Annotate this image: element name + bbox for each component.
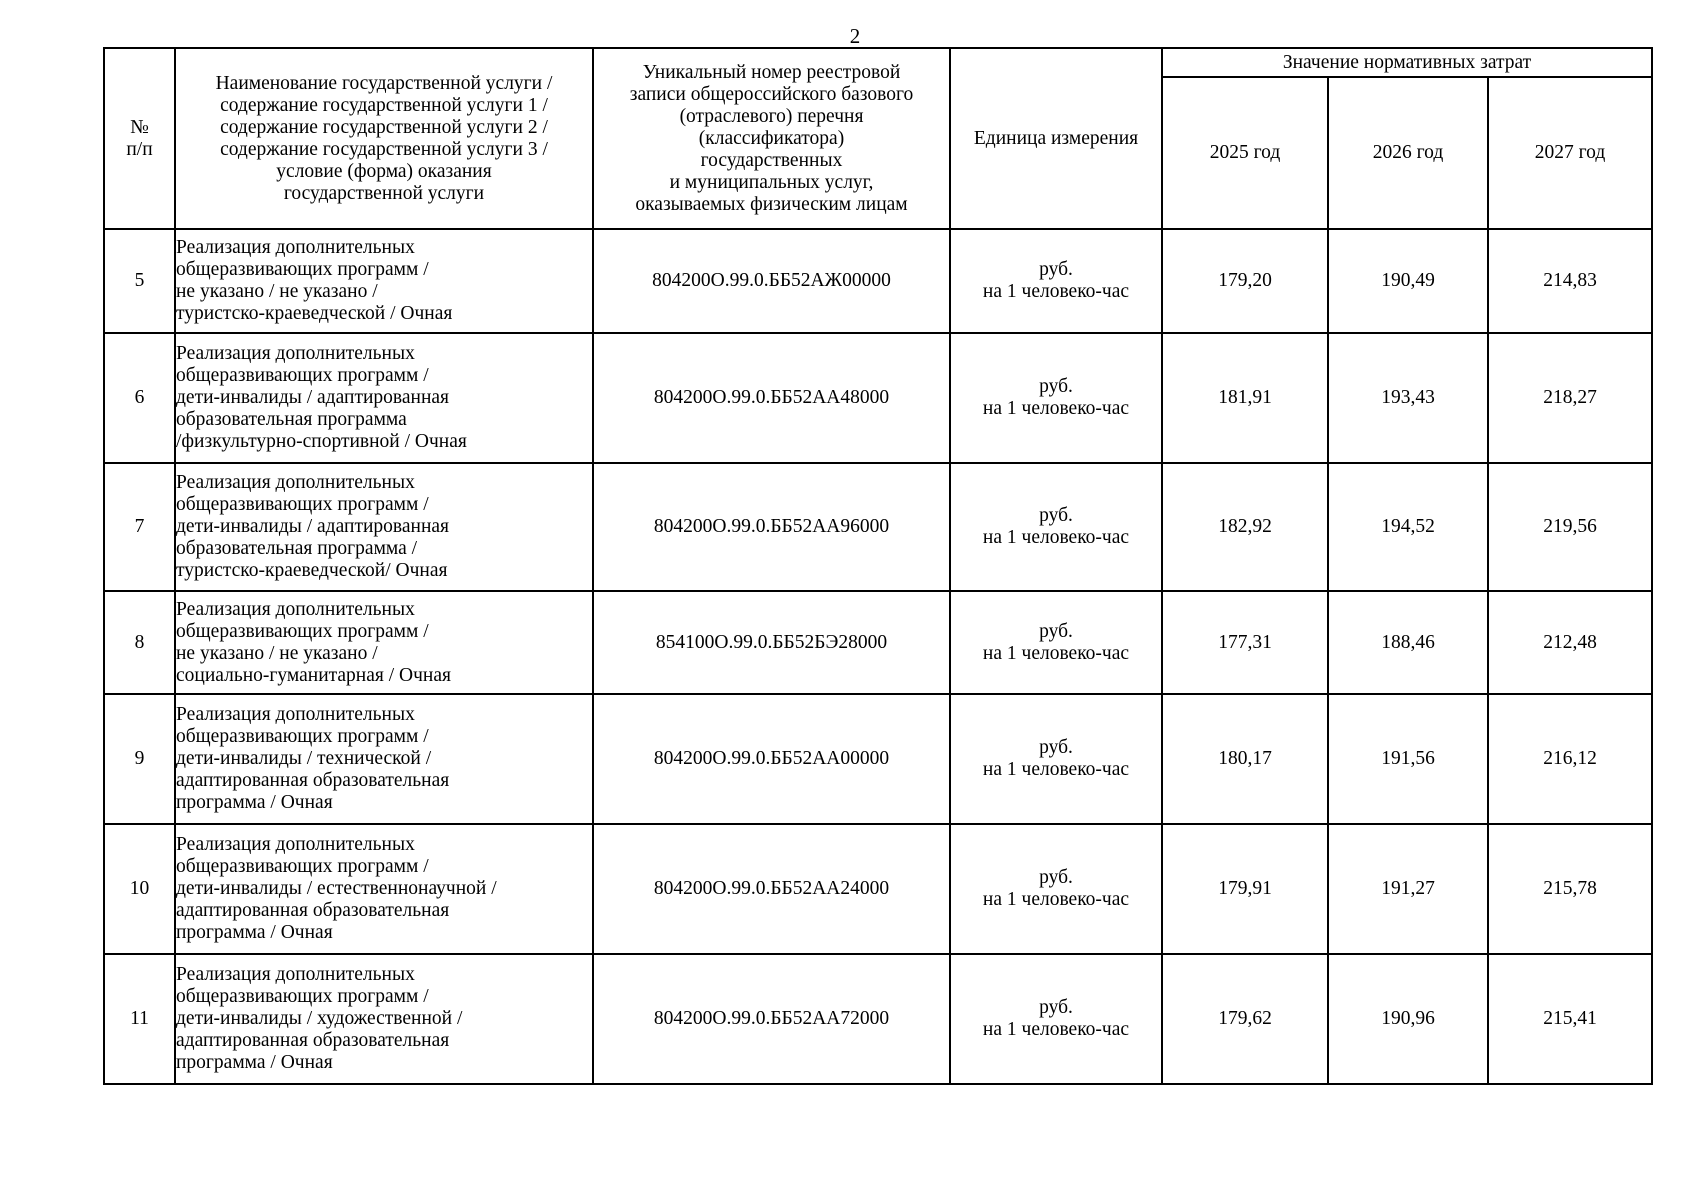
registry-code: 804200О.99.0.ББ52АА96000 bbox=[593, 463, 950, 591]
value-2026: 191,56 bbox=[1328, 694, 1488, 824]
header-line: (классификатора) bbox=[698, 127, 845, 149]
normative-costs-table bbox=[103, 47, 1653, 1085]
service-name-line: туристско-краеведческой / Очная bbox=[176, 303, 453, 324]
registry-code: 854100О.99.0.ББ52БЭ28000 bbox=[593, 591, 950, 694]
value-2027: 219,56 bbox=[1488, 463, 1652, 591]
value-2027: 214,83 bbox=[1488, 229, 1652, 333]
value-2027: 218,27 bbox=[1488, 333, 1652, 463]
page-number: 2 bbox=[849, 24, 861, 48]
header-number-line: п/п bbox=[126, 138, 153, 160]
header-line: и муниципальных услуг, bbox=[669, 171, 874, 193]
unit-basis: на 1 человеко-час bbox=[982, 889, 1130, 910]
service-name-line: Реализация дополнительных bbox=[176, 343, 415, 364]
row-number: 9 bbox=[104, 694, 175, 824]
header-line: содержание государственной услуги 2 / bbox=[220, 116, 548, 138]
service-name bbox=[175, 333, 593, 463]
header-service-name bbox=[175, 48, 593, 229]
header-line: содержание государственной услуги 1 / bbox=[220, 94, 548, 116]
unit-cell bbox=[950, 694, 1162, 824]
value-2025: 180,17 bbox=[1162, 694, 1328, 824]
row-number: 5 bbox=[104, 229, 175, 333]
service-name bbox=[175, 694, 593, 824]
unit-cell bbox=[950, 229, 1162, 333]
value-2025: 177,31 bbox=[1162, 591, 1328, 694]
row-number: 8 bbox=[104, 591, 175, 694]
service-name bbox=[175, 591, 593, 694]
service-name-line: дети-инвалиды / художественной / bbox=[176, 1008, 463, 1029]
service-name-line: Реализация дополнительных bbox=[176, 598, 415, 620]
service-name-line: общеразвивающих программ / bbox=[176, 259, 429, 280]
header-number-line: № bbox=[130, 116, 149, 138]
service-name-line: программа / Очная bbox=[176, 922, 333, 943]
service-name-line: общеразвивающих программ / bbox=[176, 365, 429, 386]
unit-basis: на 1 человеко-час bbox=[982, 281, 1130, 302]
unit-cell bbox=[950, 463, 1162, 591]
value-2026: 194,52 bbox=[1328, 463, 1488, 591]
registry-code: 804200О.99.0.ББ52АА24000 bbox=[593, 824, 950, 954]
service-name-line: общеразвивающих программ / bbox=[176, 726, 429, 747]
header-year-2027: 2027 год bbox=[1488, 77, 1652, 229]
registry-code: 804200О.99.0.ББ52АА72000 bbox=[593, 954, 950, 1084]
header-unit: Единица измерения bbox=[950, 48, 1162, 229]
unit-currency: руб. bbox=[1039, 997, 1073, 1018]
service-name-line: общеразвивающих программ / bbox=[176, 986, 429, 1007]
unit-basis: на 1 человеко-час bbox=[982, 1019, 1130, 1040]
service-name-line: программа / Очная bbox=[176, 1052, 333, 1073]
unit-cell bbox=[950, 591, 1162, 694]
service-name-line: дети-инвалиды / естественнонаучной / bbox=[176, 878, 497, 899]
service-name-line: программа / Очная bbox=[176, 792, 333, 813]
service-name bbox=[175, 463, 593, 591]
value-2026: 190,49 bbox=[1328, 229, 1488, 333]
unit-basis: на 1 человеко-час bbox=[982, 759, 1130, 780]
service-name-line: адаптированная образовательная bbox=[176, 1030, 450, 1051]
header-line: содержание государственной услуги 3 / bbox=[220, 138, 548, 160]
unit-currency: руб. bbox=[1039, 259, 1073, 280]
service-name-line: Реализация дополнительных bbox=[176, 472, 415, 493]
header-line: государственных bbox=[700, 149, 843, 171]
service-name-line: дети-инвалиды / адаптированная bbox=[176, 387, 449, 408]
header-line: Наименование государственной услуги / bbox=[215, 72, 553, 94]
value-2027: 215,41 bbox=[1488, 954, 1652, 1084]
service-name-line: общеразвивающих программ / bbox=[176, 856, 429, 877]
table-header bbox=[104, 48, 1652, 229]
service-name bbox=[175, 229, 593, 333]
table-row bbox=[104, 463, 1652, 591]
table-body bbox=[104, 229, 1652, 1084]
unit-basis: на 1 человеко-час bbox=[982, 527, 1130, 548]
row-number: 6 bbox=[104, 333, 175, 463]
unit-basis: на 1 человеко-час bbox=[982, 642, 1130, 664]
row-number: 11 bbox=[104, 954, 175, 1084]
service-name-line: Реализация дополнительных bbox=[176, 964, 415, 985]
service-name-line: Реализация дополнительных bbox=[176, 834, 415, 855]
value-2025: 182,92 bbox=[1162, 463, 1328, 591]
header-year-2025: 2025 год bbox=[1162, 77, 1328, 229]
service-name-line: не указано / не указано / bbox=[176, 281, 378, 302]
service-name-line: не указано / не указано / bbox=[176, 642, 378, 664]
header-line: Уникальный номер реестровой bbox=[642, 61, 901, 83]
service-name bbox=[175, 954, 593, 1084]
service-name-line: адаптированная образовательная bbox=[176, 770, 450, 791]
header-line: (отраслевого) перечня bbox=[679, 105, 864, 127]
row-number: 10 bbox=[104, 824, 175, 954]
service-name-line: дети-инвалиды / технической / bbox=[176, 748, 432, 769]
unit-currency: руб. bbox=[1039, 737, 1073, 758]
value-2025: 181,91 bbox=[1162, 333, 1328, 463]
row-number: 7 bbox=[104, 463, 175, 591]
unit-basis: на 1 человеко-час bbox=[982, 398, 1130, 419]
value-2027: 215,78 bbox=[1488, 824, 1652, 954]
service-name-line: образовательная программа / bbox=[176, 538, 418, 559]
service-name bbox=[175, 824, 593, 954]
value-2026: 188,46 bbox=[1328, 591, 1488, 694]
header-year-2026: 2026 год bbox=[1328, 77, 1488, 229]
value-2026: 191,27 bbox=[1328, 824, 1488, 954]
value-2027: 216,12 bbox=[1488, 694, 1652, 824]
table-row bbox=[104, 954, 1652, 1084]
value-2026: 190,96 bbox=[1328, 954, 1488, 1084]
unit-currency: руб. bbox=[1039, 620, 1073, 642]
service-name-line: социально-гуманитарная / Очная bbox=[176, 664, 451, 686]
header-number bbox=[104, 48, 175, 229]
table-row bbox=[104, 333, 1652, 463]
registry-code: 804200О.99.0.ББ52АА48000 bbox=[593, 333, 950, 463]
service-name-line: /физкультурно-спортивной / Очная bbox=[176, 431, 467, 452]
table-row bbox=[104, 694, 1652, 824]
header-line: государственной услуги bbox=[283, 182, 485, 204]
service-name-line: Реализация дополнительных bbox=[176, 704, 415, 725]
value-2027: 212,48 bbox=[1488, 591, 1652, 694]
header-row-top bbox=[104, 48, 1652, 77]
unit-currency: руб. bbox=[1039, 376, 1073, 397]
service-name-line: дети-инвалиды / адаптированная bbox=[176, 516, 449, 537]
value-2026: 193,43 bbox=[1328, 333, 1488, 463]
value-2025: 179,62 bbox=[1162, 954, 1328, 1084]
header-registry-number bbox=[593, 48, 950, 229]
unit-currency: руб. bbox=[1039, 867, 1073, 888]
service-name-line: общеразвивающих программ / bbox=[176, 494, 429, 515]
unit-cell bbox=[950, 954, 1162, 1084]
service-name-line: Реализация дополнительных bbox=[176, 237, 415, 258]
value-2025: 179,91 bbox=[1162, 824, 1328, 954]
table-row bbox=[104, 824, 1652, 954]
registry-code: 804200О.99.0.ББ52АА00000 bbox=[593, 694, 950, 824]
header-line: записи общероссийского базового bbox=[629, 83, 914, 105]
table-row bbox=[104, 229, 1652, 333]
service-name-line: туристско-краеведческой/ Очная bbox=[176, 560, 448, 581]
unit-currency: руб. bbox=[1039, 505, 1073, 526]
service-name-line: адаптированная образовательная bbox=[176, 900, 450, 921]
header-cost-group: Значение нормативных затрат bbox=[1162, 48, 1652, 77]
header-line: условие (форма) оказания bbox=[276, 160, 492, 182]
service-name-line: образовательная программа bbox=[176, 409, 407, 430]
table-row bbox=[104, 591, 1652, 694]
registry-code: 804200О.99.0.ББ52АЖ00000 bbox=[593, 229, 950, 333]
unit-cell bbox=[950, 824, 1162, 954]
unit-cell bbox=[950, 333, 1162, 463]
service-name-line: общеразвивающих программ / bbox=[176, 620, 429, 642]
value-2025: 179,20 bbox=[1162, 229, 1328, 333]
header-line: оказываемых физическим лицам bbox=[635, 193, 908, 215]
